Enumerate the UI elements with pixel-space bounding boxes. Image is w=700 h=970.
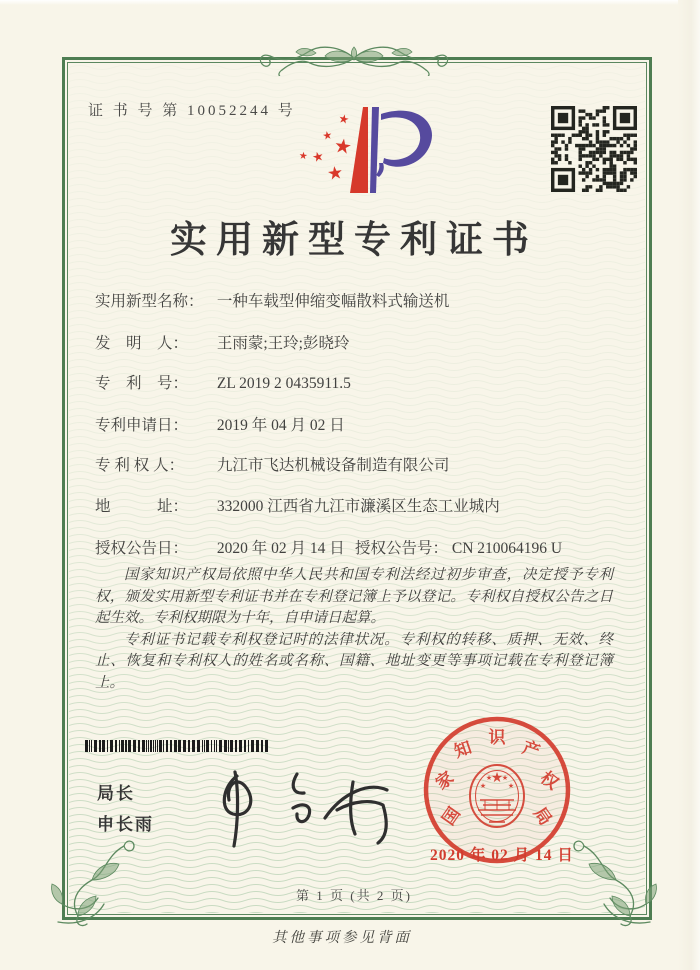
field-label: 实用新型名称： [95, 293, 204, 310]
svg-text:★: ★ [485, 774, 493, 782]
field-label: 专 利 权 人： [95, 457, 185, 474]
field-row-patent-no [95, 371, 351, 393]
svg-text:知: 知 [451, 737, 474, 762]
svg-text:识: 识 [488, 728, 506, 747]
field-label: 授权公告日： [95, 540, 189, 557]
svg-text:★: ★ [501, 774, 509, 782]
field-row-name [95, 289, 449, 311]
page-number: 第 1 页 (共 2 页) [296, 888, 412, 903]
paper-edge-top [0, 0, 700, 5]
field-value: ZL 2019 2 0435911.5 [216, 375, 351, 392]
barcode-icon [85, 740, 270, 752]
svg-text:家: 家 [432, 767, 458, 794]
paper-edge-right [678, 0, 700, 970]
bottom-right-corner-ornament [568, 840, 660, 928]
svg-text:★: ★ [479, 782, 487, 790]
svg-text:★: ★ [332, 132, 354, 160]
field-value: 332000 江西省九江市濂溪区生态工业城内 [216, 498, 500, 515]
certificate-title: 实用新型专利证书 [170, 220, 538, 261]
field-label: 专利申请日： [95, 417, 189, 434]
bottom-left-corner-ornament [48, 840, 140, 928]
field-row-grant-date [95, 536, 345, 558]
svg-text:★: ★ [490, 770, 504, 786]
certificate-number: 证 书 号 第 10052244 号 [88, 103, 296, 119]
field-value: CN 210064196 U [451, 540, 563, 557]
seal-date: 2020 年 02 月 14 日 [430, 847, 574, 864]
field-row-grant-number [355, 536, 562, 558]
svg-text:★: ★ [507, 782, 515, 790]
field-row-filing-date [95, 413, 345, 435]
qr-code-icon [551, 106, 637, 192]
top-border-ornament [256, 40, 452, 76]
field-value: 2019 年 04 月 02 日 [216, 417, 345, 434]
svg-text:权: 权 [536, 767, 562, 794]
svg-text:局: 局 [529, 803, 556, 829]
field-row-inventor [95, 331, 350, 353]
field-value: 2020 年 02 月 14 日 [216, 540, 345, 557]
svg-text:★: ★ [337, 111, 351, 128]
field-label: 地 址： [95, 498, 189, 515]
field-value: 王雨蒙;王玲;彭晓玲 [216, 335, 350, 352]
commissioner-name: 申长雨 [97, 815, 154, 834]
svg-text:★: ★ [310, 148, 326, 167]
legal-text [95, 565, 613, 694]
svg-text:国: 国 [438, 803, 465, 829]
svg-text:产: 产 [520, 737, 543, 762]
commissioner-title: 局长 [97, 784, 135, 803]
cnipa-logo-icon [287, 101, 437, 196]
field-label: 发 明 人： [95, 335, 189, 352]
field-value: 九江市飞达机械设备制造有限公司 [216, 457, 450, 474]
svg-text:★: ★ [325, 162, 345, 186]
commissioner-signature [205, 752, 405, 854]
field-label: 专 利 号： [95, 375, 189, 392]
field-row-address [95, 494, 500, 516]
legal-paragraph-2: 专利证书记载专利权登记时的法律状况。专利权的转移、质押、无效、终止、恢复和专利权人的姓名或名称、国籍、地址变更等事项记载在专利登记簿上。 [95, 631, 613, 691]
svg-text:★: ★ [321, 128, 334, 143]
field-value: 一种车载型伸缩变幅散料式输送机 [216, 293, 450, 310]
field-label: 授权公告号： [355, 540, 449, 557]
legal-paragraph-1: 国家知识产权局依照中华人民共和国专利法经过初步审查，决定授予专利权，颁发实用新型专利证书并在专利登记簿上予以登记。专利权自授权公告之日起生效。专利权期限为十年，自申请日起算。 [95, 567, 613, 626]
back-side-note: 其他事项参见背面 [272, 930, 412, 946]
field-row-patentee [95, 453, 449, 475]
svg-text:★: ★ [298, 150, 309, 163]
